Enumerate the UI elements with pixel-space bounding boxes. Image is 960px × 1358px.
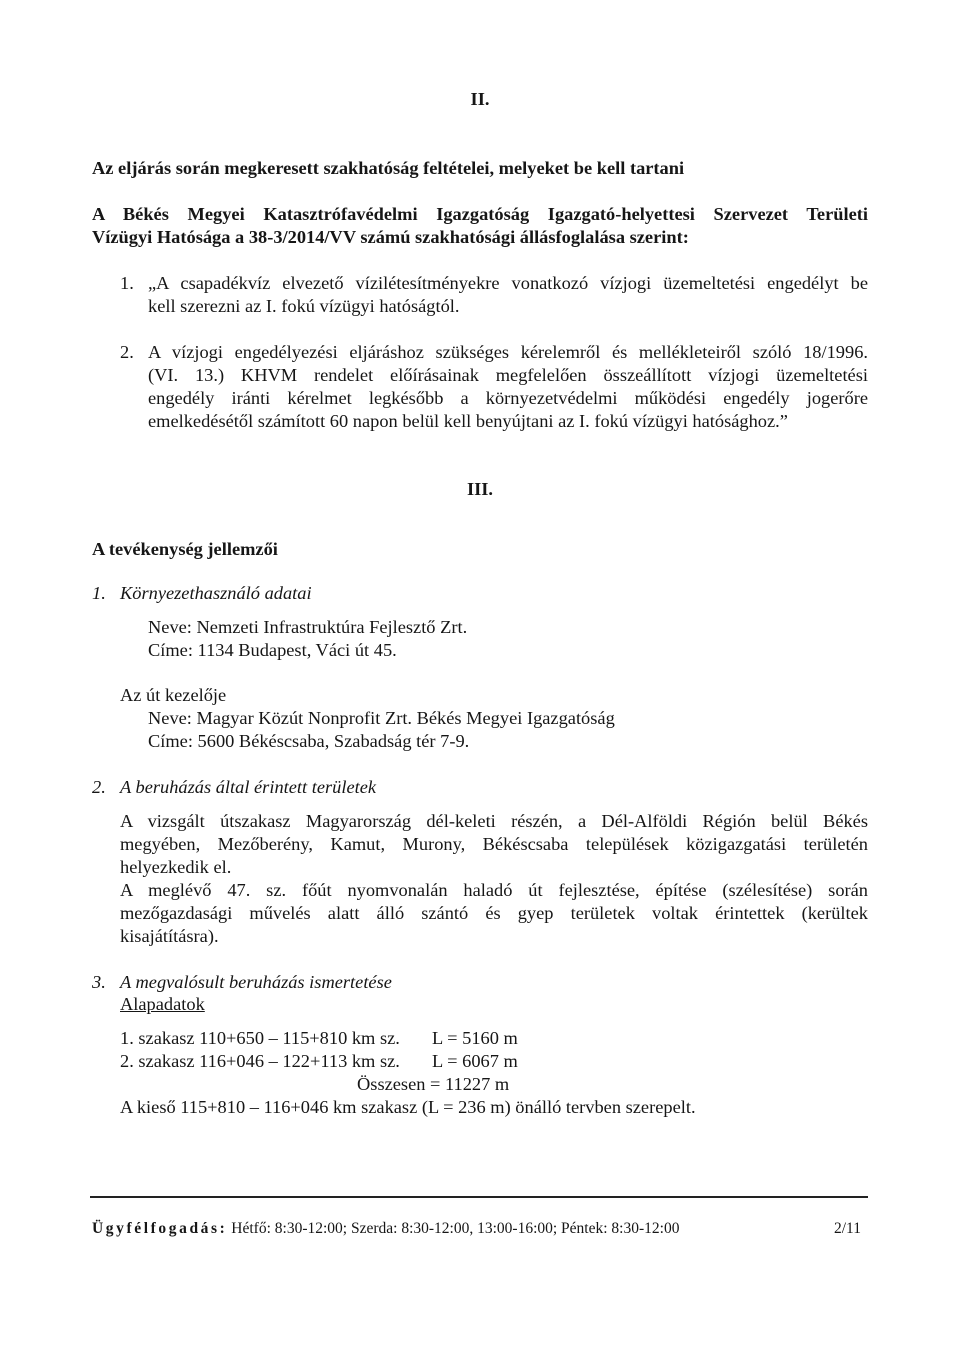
section-title-conditions: Az eljárás során megkeresett szakhatóság feltételei, melyeket be kell tartani: [92, 158, 685, 178]
base-data-label: Alapadatok: [120, 994, 205, 1014]
subsection-number: 3.: [92, 972, 106, 992]
list-item-number: 1.: [120, 273, 134, 293]
subsection-title: A megvalósult beruházás ismertetése: [120, 972, 392, 992]
subsection-title: A beruházás által érintett területek: [120, 777, 377, 797]
excluded-segment-note: A kieső 115+810 – 116+046 km szakasz (L = 236 m) önálló tervben szerepelt.: [120, 1097, 696, 1117]
list-item-text: engedély iránti kérelmet legkésőbb a környezetvédelmi működési engedély jogerőre: [148, 388, 868, 408]
list-item-number: 2.: [120, 342, 134, 362]
road-manager-address: Címe: 5600 Békéscsaba, Szabadság tér 7-9.: [148, 731, 470, 751]
authority-line-1: A Békés Megyei Katasztrófavédelmi Igazgatóság Igazgató-helyettesi Szervezet Területi: [92, 204, 868, 224]
authority-line-2: Vízügyi Hatósága a 38-3/2014/VV számú szakhatósági állásfoglalása szerint:: [92, 227, 689, 247]
paragraph-line: A meglévő 47. sz. főút nyomvonalán haladó út fejlesztése, építése (szélesítése) során: [120, 880, 868, 900]
footer-label: Ügyfélfogadás:: [92, 1220, 228, 1237]
user-name: Neve: Nemzeti Infrastruktúra Fejlesztő Zrt.: [148, 617, 468, 637]
list-item-text: (VI. 13.) KHVM rendelet előírásainak megfelelően összeállított vízjogi üzemeltetési: [148, 365, 868, 385]
user-address: Címe: 1134 Budapest, Váci út 45.: [148, 640, 397, 660]
segment-label: 2. szakasz 116+046 – 122+113 km sz.: [120, 1051, 400, 1071]
paragraph-line: kisajátításra).: [120, 926, 219, 946]
paragraph-line: megyében, Mezőberény, Kamut, Murony, Békéscsaba települések közigazgatási területén: [120, 834, 868, 854]
segment-total: Összesen = 11227 m: [357, 1074, 510, 1094]
subsection-number: 1.: [92, 583, 106, 603]
footer-office-hours: [92, 1218, 679, 1241]
road-manager-label: Az út kezelője: [120, 685, 227, 705]
list-item-text: „A csapadékvíz elvezető vízilétesítményekre vonatkozó vízjogi üzemeltetési engedélyt be: [148, 273, 868, 293]
list-item-text: kell szerezni az I. fokú vízügyi hatóságtól.: [148, 296, 460, 316]
list-item-text: A vízjogi engedélyezési eljáráshoz szükséges kérelemről és mellékleteiről szóló 18/1996.: [148, 342, 868, 362]
segment-length: L = 6067 m: [432, 1051, 518, 1071]
section-title-activity: A tevékenység jellemzői: [92, 539, 278, 559]
paragraph-line: helyezkedik el.: [120, 857, 232, 877]
footer-divider: [90, 1196, 868, 1198]
paragraph-line: A vizsgált útszakasz Magyarország dél-keleti részén, a Dél-Alföldi Régión belül Békés: [120, 811, 868, 831]
list-item-text: emelkedésétől számított 60 napon belül kell benyújtani az I. fokú vízügyi hatósághoz.”: [148, 411, 788, 431]
section-heading-iii: III.: [466, 479, 494, 499]
footer-hours: Hétfő: 8:30-12:00; Szerda: 8:30-12:00, 13:00-16:00; Péntek: 8:30-12:00: [231, 1220, 680, 1237]
segment-length: L = 5160 m: [432, 1028, 518, 1048]
paragraph-line: mezőgazdasági művelés alatt álló szántó és gyep területek voltak érintettek (kerültek: [120, 903, 868, 923]
segment-label: 1. szakasz 110+650 – 115+810 km sz.: [120, 1028, 400, 1048]
section-heading-ii: II.: [470, 89, 490, 109]
subsection-number: 2.: [92, 777, 106, 797]
page-number: 2/11: [834, 1220, 861, 1237]
road-manager-name: Neve: Magyar Közút Nonprofit Zrt. Békés Megyei Igazgatóság: [148, 708, 615, 728]
subsection-title: Környezethasználó adatai: [120, 583, 312, 603]
